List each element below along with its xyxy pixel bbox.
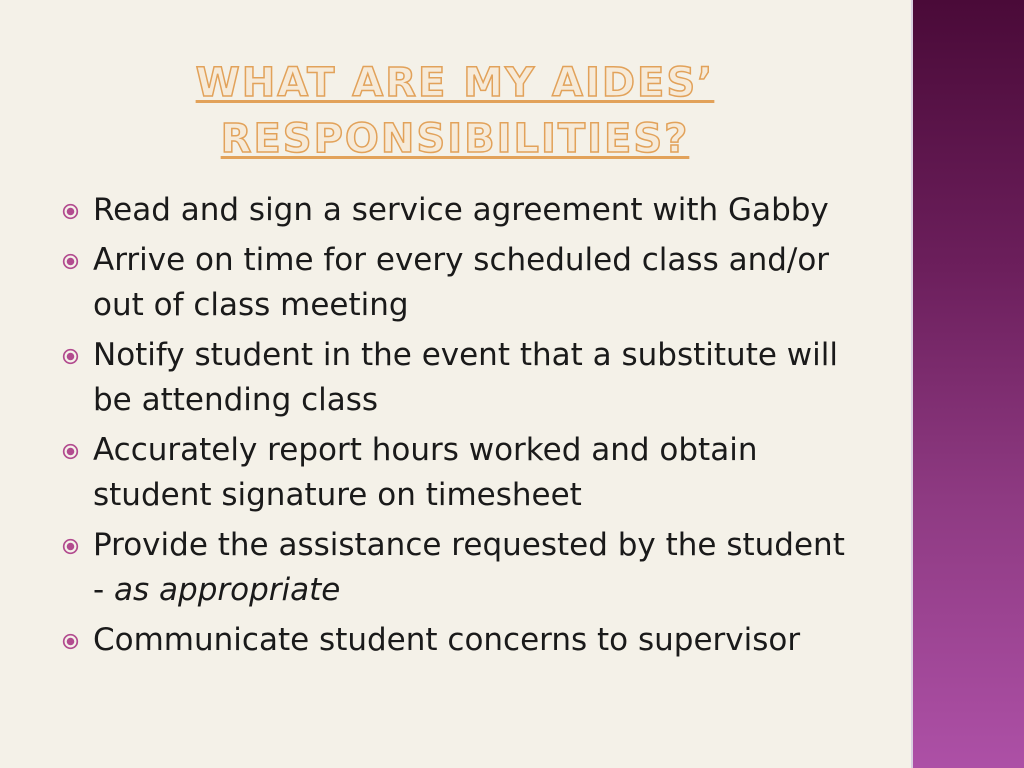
bullet-item [60,523,860,613]
bullet-item [60,428,860,518]
circle-dot-icon [62,253,79,270]
decorative-side-band [913,0,1024,768]
bullet-item [60,238,860,328]
bullet-text-main: Provide the assistance requested by the student - [93,527,845,608]
bullet-text-italic: as appropriate [114,572,341,608]
title-line-1: WHAT ARE MY AIDES’ [195,60,715,106]
bullet-text: Notify student in the event that a substitute will be attending class [93,337,838,418]
bullet-item [60,618,860,663]
bullet-item [60,188,860,233]
bullet-item [60,333,860,423]
circle-dot-icon [62,203,79,220]
title-line-2: RESPONSIBILITIES? [220,116,690,162]
bullet-text: Accurately report hours worked and obtain student signature on timesheet [93,432,758,513]
bullet-text: Communicate student concerns to supervisor [93,622,801,658]
bullet-text: Arrive on time for every scheduled class and/or out of class meeting [93,242,830,323]
bullet-text [93,527,845,608]
circle-dot-icon [62,443,79,460]
circle-dot-icon [62,538,79,555]
bullet-list [60,188,860,668]
bullet-text: Read and sign a service agreement with Gabby [93,192,829,228]
slide-title [60,55,850,167]
circle-dot-icon [62,348,79,365]
circle-dot-icon [62,633,79,650]
